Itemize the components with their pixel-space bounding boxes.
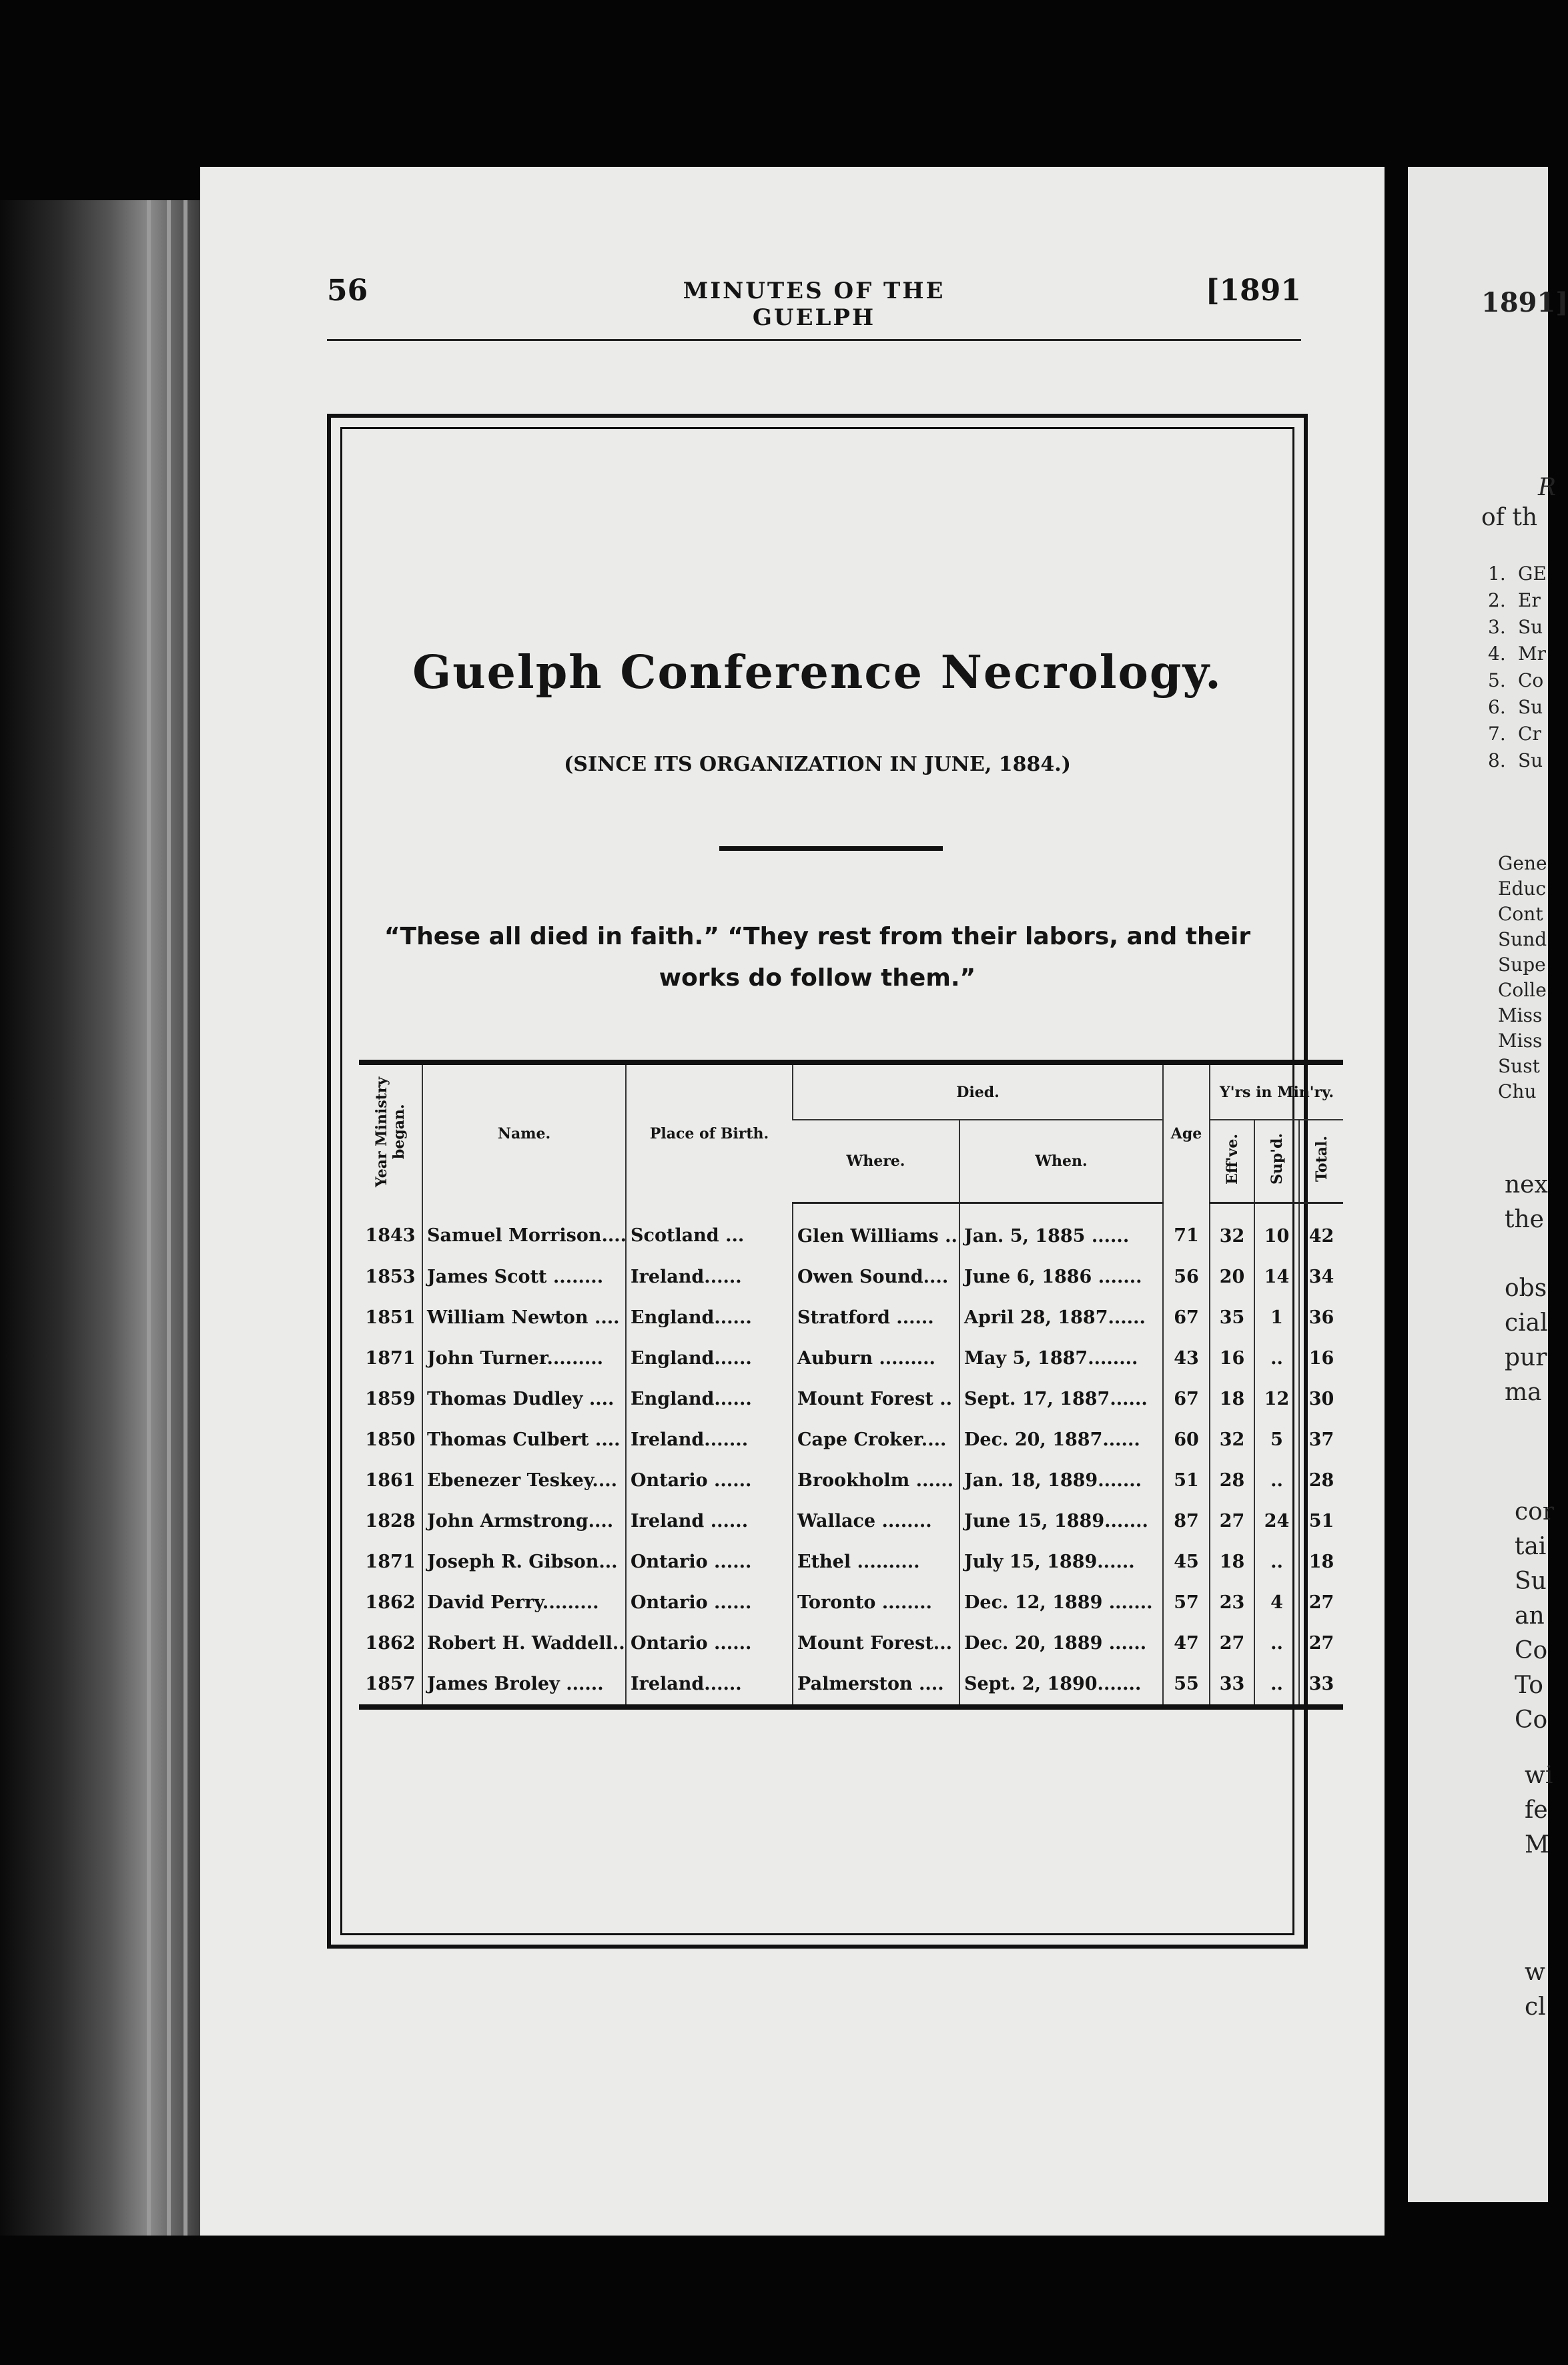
table-row xyxy=(359,1419,1343,1460)
cell-superannuated: .. xyxy=(1254,1623,1299,1664)
col-header-superannuated: Sup'd. xyxy=(1254,1120,1299,1203)
cell-total: 51 xyxy=(1299,1501,1343,1542)
cell-where: Mount Forest .. xyxy=(793,1379,959,1419)
cell-name: John Turner......... xyxy=(422,1338,626,1379)
cell-age: 67 xyxy=(1163,1379,1210,1419)
cell-effective: 23 xyxy=(1210,1582,1254,1623)
cell-total: 30 xyxy=(1299,1379,1343,1419)
table-row xyxy=(359,1582,1343,1623)
table-row xyxy=(359,1257,1343,1297)
cell-name: Ebenezer Teskey.... xyxy=(422,1460,626,1501)
cell-year: 1871 xyxy=(365,1347,416,1369)
cell-age: 47 xyxy=(1163,1623,1210,1664)
facing-list-fragments: GE Er Su Mr Co Su Cr Su xyxy=(1518,563,1547,771)
cell-superannuated: 4 xyxy=(1254,1582,1299,1623)
facing-fragment-of: of th xyxy=(1481,504,1538,531)
running-title: MINUTES OF THE GUELPH xyxy=(683,278,945,331)
col-header-name: Name. xyxy=(422,1062,626,1203)
cell-birth: Ontario ...... xyxy=(626,1623,793,1664)
cell-age: 71 xyxy=(1163,1203,1210,1257)
cell-name: William Newton .... xyxy=(422,1297,626,1338)
cell-superannuated: .. xyxy=(1254,1338,1299,1379)
col-header-effective: Eff've. xyxy=(1210,1120,1254,1203)
cell-where: Stratford ...... xyxy=(793,1297,959,1338)
cell-year: 1857 xyxy=(359,1664,422,1707)
cell-name: David Perry......... xyxy=(422,1582,626,1623)
table-row xyxy=(359,1338,1343,1379)
cell-birth: Ireland ...... xyxy=(626,1501,793,1542)
col-header-year: Year Ministry began. xyxy=(359,1062,422,1203)
facing-fragment-r: R xyxy=(1538,474,1557,501)
cell-effective: 18 xyxy=(1210,1542,1254,1582)
cell-effective: 18 xyxy=(1210,1379,1254,1419)
table-row xyxy=(359,1664,1343,1707)
book-page xyxy=(200,167,1385,2236)
cell-name: Samuel Morrison.... xyxy=(422,1203,626,1257)
cell-year: 1828 xyxy=(365,1510,416,1532)
cell-where: Mount Forest... xyxy=(793,1623,959,1664)
cell-where: Toronto ........ xyxy=(793,1582,959,1623)
facing-lines-d: wi fe M xyxy=(1525,1762,1553,1859)
cell-superannuated: 10 xyxy=(1254,1203,1299,1257)
page-number: 56 xyxy=(327,274,368,308)
divider-rule xyxy=(719,846,943,851)
cell-year: 1851 xyxy=(365,1307,416,1328)
facing-word-column: Gene Educ Cont Sund Supe Colle Miss Miss Sust Chu xyxy=(1498,852,1547,1102)
necrology-inner-frame xyxy=(340,427,1334,1935)
cell-age: 57 xyxy=(1163,1582,1210,1623)
cell-total: 36 xyxy=(1299,1297,1343,1338)
book-binding xyxy=(0,200,200,2236)
cell-when: Jan. 5, 1885 ...... xyxy=(959,1203,1163,1257)
cell-age: 60 xyxy=(1163,1419,1210,1460)
cell-where: Auburn ......... xyxy=(793,1338,959,1379)
cell-effective: 35 xyxy=(1210,1297,1254,1338)
facing-lines-c: cor tai Su an Co To Co xyxy=(1515,1498,1555,1734)
cell-year: 1871 xyxy=(365,1551,416,1572)
col-header-years-ministry: Y'rs in Min'ry. xyxy=(1210,1062,1343,1120)
page-header xyxy=(327,274,1301,331)
cell-when: June 15, 1889....... xyxy=(959,1501,1163,1542)
cell-where: Owen Sound.... xyxy=(793,1257,959,1297)
col-header-total: Total. xyxy=(1299,1120,1343,1203)
cell-name: Thomas Culbert .... xyxy=(422,1419,626,1460)
table-row xyxy=(359,1460,1343,1501)
cell-superannuated: 1 xyxy=(1254,1297,1299,1338)
facing-year: 1891] xyxy=(1481,287,1568,318)
cell-birth: Ireland...... xyxy=(626,1257,793,1297)
cell-year: 1862 xyxy=(365,1592,416,1613)
cell-when: April 28, 1887...... xyxy=(959,1297,1163,1338)
cell-total: 37 xyxy=(1299,1419,1343,1460)
cell-when: Jan. 18, 1889....... xyxy=(959,1460,1163,1501)
cell-name: Joseph R. Gibson... xyxy=(422,1542,626,1582)
cell-total: 42 xyxy=(1299,1203,1343,1257)
table-row xyxy=(359,1379,1343,1419)
facing-page xyxy=(1408,167,1568,2202)
cell-effective: 32 xyxy=(1210,1203,1254,1257)
cell-birth: Ontario ...... xyxy=(626,1582,793,1623)
cell-name: John Armstrong.... xyxy=(422,1501,626,1542)
cell-superannuated: .. xyxy=(1254,1460,1299,1501)
cell-year: 1843 xyxy=(365,1225,416,1246)
cell-age: 43 xyxy=(1163,1338,1210,1379)
cell-superannuated: 24 xyxy=(1254,1501,1299,1542)
cell-name: James Broley ...... xyxy=(422,1664,626,1707)
cell-effective: 27 xyxy=(1210,1623,1254,1664)
table-row xyxy=(359,1203,1343,1257)
cell-superannuated: .. xyxy=(1254,1664,1299,1707)
facing-lines-b: obs cial pur ma xyxy=(1505,1275,1548,1406)
cell-total: 27 xyxy=(1299,1582,1343,1623)
cell-superannuated: 14 xyxy=(1254,1257,1299,1297)
cell-birth: Ireland....... xyxy=(626,1419,793,1460)
cell-birth: Ireland...... xyxy=(626,1664,793,1707)
facing-lines-a: nex the xyxy=(1505,1171,1548,1233)
cell-birth: Ontario ...... xyxy=(626,1460,793,1501)
cell-name: Thomas Dudley .... xyxy=(422,1379,626,1419)
cell-age: 67 xyxy=(1163,1297,1210,1338)
cell-where: Wallace ........ xyxy=(793,1501,959,1542)
cell-name: James Scott ........ xyxy=(422,1257,626,1297)
necrology-table-wrap xyxy=(359,1060,1334,1710)
cell-effective: 33 xyxy=(1210,1664,1254,1707)
cell-age: 56 xyxy=(1163,1257,1210,1297)
cell-year: 1861 xyxy=(365,1469,416,1491)
cell-year: 1862 xyxy=(365,1632,416,1654)
cell-where: Ethel .......... xyxy=(793,1542,959,1582)
cell-when: Dec. 20, 1887...... xyxy=(959,1419,1163,1460)
cell-birth: England...... xyxy=(626,1297,793,1338)
cell-where: Cape Croker.... xyxy=(793,1419,959,1460)
table-row xyxy=(359,1542,1343,1582)
cell-when: June 6, 1886 ....... xyxy=(959,1257,1163,1297)
cell-superannuated: 12 xyxy=(1254,1379,1299,1419)
cell-total: 27 xyxy=(1299,1623,1343,1664)
col-header-birth: Place of Birth. xyxy=(626,1062,793,1203)
col-header-when: When. xyxy=(959,1120,1163,1203)
cell-effective: 32 xyxy=(1210,1419,1254,1460)
cell-superannuated: 5 xyxy=(1254,1419,1299,1460)
cell-birth: England...... xyxy=(626,1338,793,1379)
cell-effective: 20 xyxy=(1210,1257,1254,1297)
cell-name: Robert H. Waddell.. xyxy=(422,1623,626,1664)
cell-age: 51 xyxy=(1163,1460,1210,1501)
cell-total: 33 xyxy=(1299,1664,1343,1707)
necrology-subtitle: (SINCE ITS ORGANIZATION IN JUNE, 1884.) xyxy=(564,753,1071,776)
cell-when: Sept. 17, 1887...... xyxy=(959,1379,1163,1419)
header-rule xyxy=(327,339,1301,341)
cell-where: Brookholm ...... xyxy=(793,1460,959,1501)
cell-superannuated: .. xyxy=(1254,1542,1299,1582)
cell-birth: Ontario ...... xyxy=(626,1542,793,1582)
col-header-died: Died. xyxy=(793,1062,1163,1120)
cell-year: 1850 xyxy=(365,1429,416,1450)
necrology-frame xyxy=(327,414,1334,1949)
col-header-age: Age xyxy=(1163,1062,1210,1203)
cell-age: 45 xyxy=(1163,1542,1210,1582)
cell-where: Palmerston .... xyxy=(793,1664,959,1707)
cell-effective: 16 xyxy=(1210,1338,1254,1379)
cell-when: July 15, 1889...... xyxy=(959,1542,1163,1582)
cell-when: Sept. 2, 1890....... xyxy=(959,1664,1163,1707)
cell-total: 34 xyxy=(1299,1257,1343,1297)
facing-list-numbers: 1. 2. 3. 4. 5. 6. 7. 8. xyxy=(1488,563,1506,771)
necrology-table xyxy=(359,1060,1343,1710)
table-row xyxy=(359,1297,1343,1338)
cell-year: 1859 xyxy=(365,1388,416,1409)
page-year: [1891 xyxy=(1205,274,1301,308)
cell-birth: England...... xyxy=(626,1379,793,1419)
col-header-where: Where. xyxy=(793,1120,959,1203)
cell-age: 55 xyxy=(1163,1664,1210,1707)
cell-birth: Scotland ... xyxy=(626,1203,793,1257)
cell-where: Glen Williams .. xyxy=(793,1203,959,1257)
cell-total: 16 xyxy=(1299,1338,1343,1379)
cell-effective: 28 xyxy=(1210,1460,1254,1501)
table-row xyxy=(359,1623,1343,1664)
necrology-title: Guelph Conference Necrology. xyxy=(412,646,1222,699)
cell-total: 28 xyxy=(1299,1460,1343,1501)
scripture-quote: “These all died in faith.” “They rest from their labors, and their works do follow them.” xyxy=(384,923,1251,992)
cell-year: 1853 xyxy=(365,1266,416,1287)
cell-when: Dec. 12, 1889 ....... xyxy=(959,1582,1163,1623)
cell-total: 18 xyxy=(1299,1542,1343,1582)
cell-effective: 27 xyxy=(1210,1501,1254,1542)
cell-age: 87 xyxy=(1163,1501,1210,1542)
facing-lines-e: w cl xyxy=(1525,1959,1546,2021)
cell-when: May 5, 1887........ xyxy=(959,1338,1163,1379)
cell-when: Dec. 20, 1889 ...... xyxy=(959,1623,1163,1664)
table-row xyxy=(359,1501,1343,1542)
